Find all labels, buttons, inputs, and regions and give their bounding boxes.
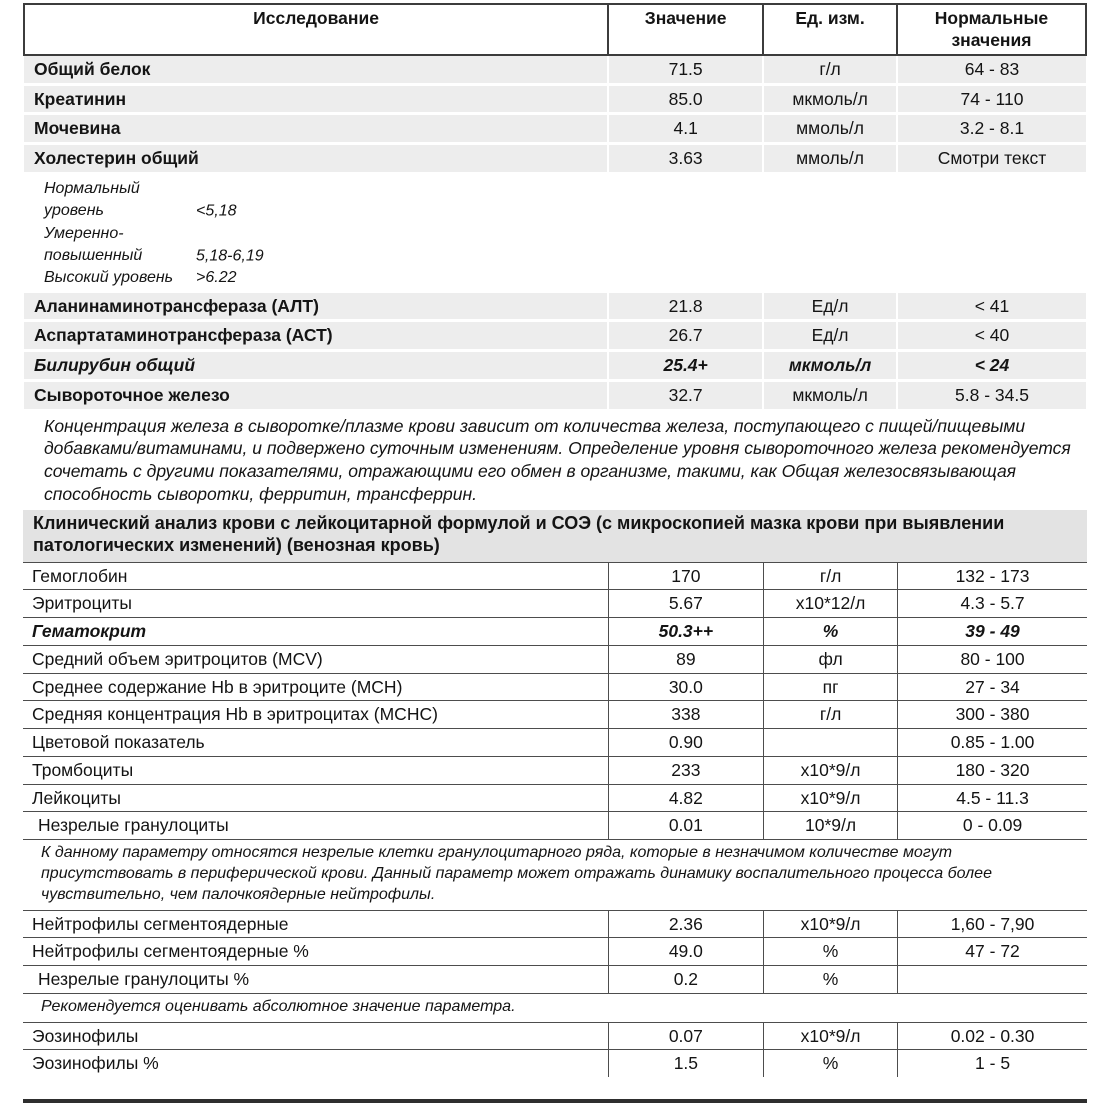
normal-range-cell: 300 - 380 xyxy=(898,701,1087,729)
value-cell: 85.0 xyxy=(608,84,763,114)
unit-cell: мкмоль/л xyxy=(763,380,897,410)
cholesterol-levels-cell xyxy=(24,173,1086,292)
unit-cell: % xyxy=(764,966,898,994)
study-name-cell: Нейтрофилы сегментоядерные xyxy=(23,910,608,938)
cbc-section-title: Клинический анализ крови с лейкоцитарной формулой и СОЭ (с микроскопией мазка крови при выявлении патологических изменений) (венозная кровь) xyxy=(23,510,1087,562)
value-cell: 3.63 xyxy=(608,144,763,174)
row-creatinine xyxy=(24,84,1086,114)
value-cell: 5.67 xyxy=(608,590,763,618)
normal-range-cell: 5.8 - 34.5 xyxy=(897,380,1086,410)
cholesterol-levels-note xyxy=(24,173,1086,292)
hematology-table xyxy=(23,562,1087,1077)
value-cell: 1.5 xyxy=(608,1050,763,1077)
study-name-cell: Лейкоциты xyxy=(23,784,608,812)
row-total-bilirubin xyxy=(24,351,1086,381)
unit-cell: х10*12/л xyxy=(764,590,898,618)
row-platelets xyxy=(23,756,1087,784)
row-total-cholesterol xyxy=(24,144,1086,174)
row-immature-granulocytes xyxy=(23,812,1087,840)
row-eosinophils-abs xyxy=(23,1022,1087,1050)
value-cell: 0.07 xyxy=(608,1022,763,1050)
value-cell: 71.5 xyxy=(608,55,763,84)
value-cell: 30.0 xyxy=(608,673,763,701)
value-cell: 0.01 xyxy=(608,812,763,840)
study-name-cell: Аспартатаминотрансфераза (АСТ) xyxy=(24,321,608,351)
normal-range-cell: < 41 xyxy=(897,293,1086,321)
level-range: >6.22 xyxy=(196,269,237,287)
value-cell: 2.36 xyxy=(608,910,763,938)
unit-cell: мкмоль/л xyxy=(763,351,897,381)
granulocyte-note: К данному параметру относятся незрелые клетки гранулоцитарного ряда, которые в незначимом количестве могут присутствовать в периферической крови. Данный параметр может отражать динамику воспалительного процесса более чувствительно, чем палочкоядерные нейтрофилы. xyxy=(23,840,1087,910)
abs-value-note-row xyxy=(23,993,1087,1022)
normal-range-cell: 27 - 34 xyxy=(898,673,1087,701)
unit-cell: мкмоль/л xyxy=(763,84,897,114)
row-urea xyxy=(24,114,1086,144)
unit-cell: г/л xyxy=(763,55,897,84)
unit-cell xyxy=(764,729,898,757)
normal-range-cell: < 40 xyxy=(897,321,1086,351)
row-neutrophils-pct xyxy=(23,938,1087,966)
study-name-cell: Средняя концентрация Hb в эритроцитах (MCHC) xyxy=(23,701,608,729)
value-cell: 25.4+ xyxy=(608,351,763,381)
unit-cell: х10*9/л xyxy=(764,784,898,812)
study-name-cell: Нейтрофилы сегментоядерные % xyxy=(23,938,608,966)
normal-range-cell: 1,60 - 7,90 xyxy=(898,910,1087,938)
level-label: Нормальный уровень xyxy=(44,179,140,220)
normal-range-cell: 47 - 72 xyxy=(898,938,1087,966)
value-cell: 26.7 xyxy=(608,321,763,351)
study-name-cell: Гемоглобин xyxy=(23,562,608,590)
unit-cell: г/л xyxy=(764,701,898,729)
normal-range-cell xyxy=(898,966,1087,994)
study-name-cell: Эозинофилы % xyxy=(23,1050,608,1077)
level-range: <5,18 xyxy=(196,202,237,220)
biochemistry-table xyxy=(23,3,1087,509)
col-header-normal: Нормальные значения xyxy=(897,4,1086,55)
unit-cell: ммоль/л xyxy=(763,114,897,144)
row-mchc xyxy=(23,701,1087,729)
unit-cell: пг xyxy=(764,673,898,701)
row-eosinophils-pct xyxy=(23,1050,1087,1077)
study-name-cell: Общий белок xyxy=(24,55,608,84)
value-cell: 0.2 xyxy=(608,966,763,994)
study-name-cell: Гематокрит xyxy=(23,618,608,646)
level-label: Высокий уровень xyxy=(44,269,174,287)
row-ast xyxy=(24,321,1086,351)
normal-range-cell: 64 - 83 xyxy=(897,55,1086,84)
cholesterol-level-line xyxy=(44,223,1080,268)
normal-range-cell: 3.2 - 8.1 xyxy=(897,114,1086,144)
row-erythrocytes xyxy=(23,590,1087,618)
value-cell: 170 xyxy=(608,562,763,590)
study-name-cell: Незрелые гранулоциты % xyxy=(23,966,608,994)
study-name-cell: Билирубин общий xyxy=(24,351,608,381)
study-name-cell: Эозинофилы xyxy=(23,1022,608,1050)
value-cell: 0.90 xyxy=(608,729,763,757)
level-range: 5,18-6,19 xyxy=(196,246,264,264)
value-cell: 49.0 xyxy=(608,938,763,966)
value-cell: 89 xyxy=(608,645,763,673)
row-leukocytes xyxy=(23,784,1087,812)
value-cell: 338 xyxy=(608,701,763,729)
study-name-cell: Эритроциты xyxy=(23,590,608,618)
value-cell: 4.82 xyxy=(608,784,763,812)
normal-range-cell: 132 - 173 xyxy=(898,562,1087,590)
study-name-cell: Мочевина xyxy=(24,114,608,144)
study-name-cell: Незрелые гранулоциты xyxy=(23,812,608,840)
normal-range-cell: 0.85 - 1.00 xyxy=(898,729,1087,757)
normal-range-cell: 1 - 5 xyxy=(898,1050,1087,1077)
unit-cell: % xyxy=(764,618,898,646)
value-cell: 32.7 xyxy=(608,380,763,410)
unit-cell: г/л xyxy=(764,562,898,590)
serum-iron-note: Концентрация железа в сыворотке/плазме крови зависит от количества железа, поступающего с пищей/пищевыми добавками/витаминами, и подвержено суточным изменениям. Определение уровня сывороточного железа рекомендуется сочетать с другими показателями, отражающими его обмен в организме, такими, как Общая железосвязывающая способность сыворотки, ферритин, трансферрин. xyxy=(24,410,1086,509)
cholesterol-level-line xyxy=(44,267,1080,289)
granulocyte-note-row xyxy=(23,840,1087,910)
normal-range-cell: 180 - 320 xyxy=(898,756,1087,784)
study-name-cell: Сывороточное железо xyxy=(24,380,608,410)
unit-cell: фл xyxy=(764,645,898,673)
unit-cell: 10*9/л xyxy=(764,812,898,840)
study-name-cell: Тромбоциты xyxy=(23,756,608,784)
unit-cell: % xyxy=(764,938,898,966)
unit-cell: х10*9/л xyxy=(764,910,898,938)
normal-range-cell: 39 - 49 xyxy=(898,618,1087,646)
value-cell: 50.3++ xyxy=(608,618,763,646)
normal-range-cell: 74 - 110 xyxy=(897,84,1086,114)
bottom-divider xyxy=(23,1099,1087,1103)
row-total-protein xyxy=(24,55,1086,84)
normal-range-cell: 4.5 - 11.3 xyxy=(898,784,1087,812)
study-name-cell: Аланинаминотрансфераза (АЛТ) xyxy=(24,293,608,321)
unit-cell: Ед/л xyxy=(763,321,897,351)
row-serum-iron xyxy=(24,380,1086,410)
abs-value-note: Рекомендуется оценивать абсолютное значение параметра. xyxy=(23,993,1087,1022)
study-name-cell: Среднее содержание Hb в эритроците (MCH) xyxy=(23,673,608,701)
study-name-cell: Средний объем эритроцитов (MCV) xyxy=(23,645,608,673)
row-hematocrit xyxy=(23,618,1087,646)
serum-iron-note-row xyxy=(24,410,1086,509)
row-mch xyxy=(23,673,1087,701)
col-header-unit: Ед. изм. xyxy=(763,4,897,55)
normal-range-cell: 0 - 0.09 xyxy=(898,812,1087,840)
study-name-cell: Цветовой показатель xyxy=(23,729,608,757)
normal-range-cell: < 24 xyxy=(897,351,1086,381)
study-name-cell: Холестерин общий xyxy=(24,144,608,174)
normal-range-cell: Смотри текст xyxy=(897,144,1086,174)
unit-cell: % xyxy=(764,1050,898,1077)
col-header-value: Значение xyxy=(608,4,763,55)
row-hemoglobin xyxy=(23,562,1087,590)
unit-cell: х10*9/л xyxy=(764,1022,898,1050)
level-label: Умеренно-повышенный xyxy=(44,224,143,264)
row-color-index xyxy=(23,729,1087,757)
unit-cell: ммоль/л xyxy=(763,144,897,174)
cholesterol-level-line xyxy=(44,178,1080,223)
row-immature-granulocytes-pct xyxy=(23,966,1087,994)
table-header-row xyxy=(24,4,1086,55)
row-neutrophils-abs xyxy=(23,910,1087,938)
row-mcv xyxy=(23,645,1087,673)
col-header-study: Исследование xyxy=(24,4,608,55)
normal-range-cell: 4.3 - 5.7 xyxy=(898,590,1087,618)
row-alt xyxy=(24,293,1086,321)
value-cell: 233 xyxy=(608,756,763,784)
unit-cell: х10*9/л xyxy=(764,756,898,784)
value-cell: 4.1 xyxy=(608,114,763,144)
value-cell: 21.8 xyxy=(608,293,763,321)
study-name-cell: Креатинин xyxy=(24,84,608,114)
unit-cell: Ед/л xyxy=(763,293,897,321)
normal-range-cell: 80 - 100 xyxy=(898,645,1087,673)
normal-range-cell: 0.02 - 0.30 xyxy=(898,1022,1087,1050)
